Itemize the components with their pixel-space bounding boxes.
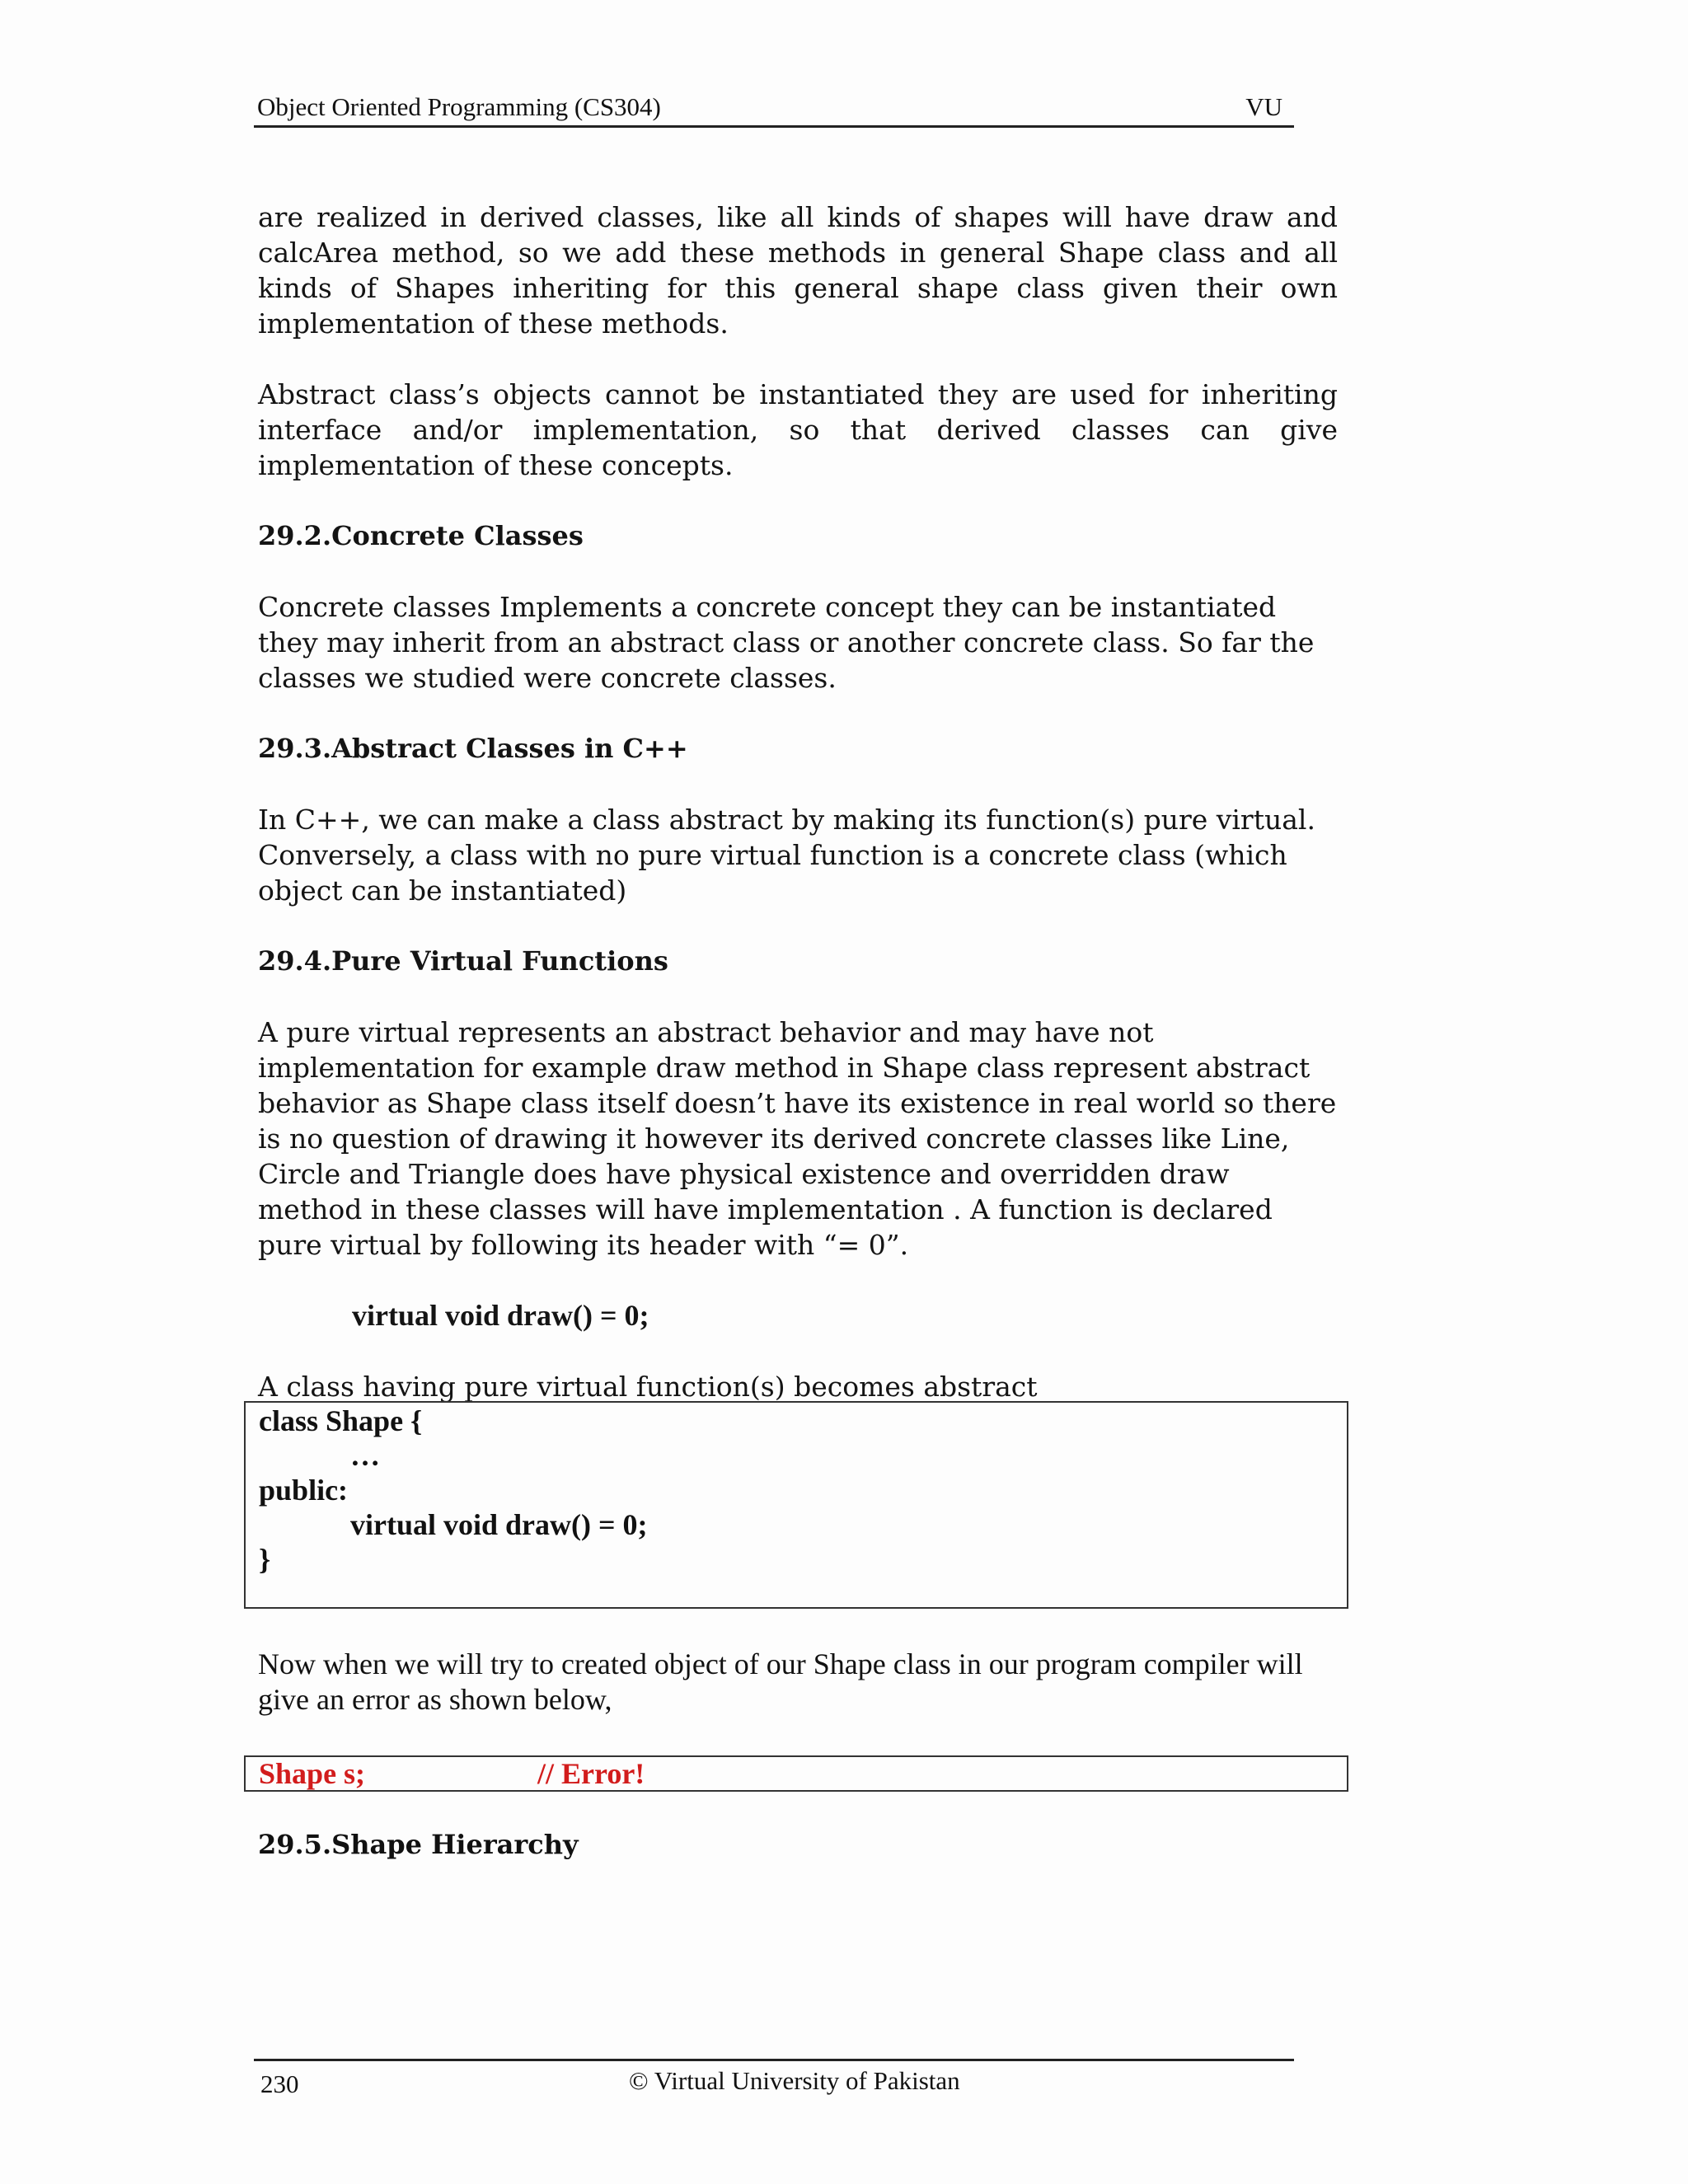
- code-line: virtual void draw() = 0;: [350, 1508, 648, 1541]
- institution-short: VU: [1245, 92, 1282, 121]
- main-content: [258, 199, 1338, 1404]
- paragraph: Abstract class’s objects cannot be instantiated they are used for inheriting interface and/or implementation, so that derived classes can give implementation of these concepts.: [258, 378, 1338, 481]
- paragraph: Now when we will try to created object of our Shape class in our program compiler will give an error as shown below,: [258, 1647, 1303, 1716]
- code-block: [244, 1401, 1348, 1609]
- copyright-notice: © Virtual University of Pakistan: [629, 2066, 960, 2095]
- error-code-box: [244, 1755, 1348, 1792]
- paragraph: are realized in derived classes, like all kinds of shapes will have draw and calcArea method, so we add these methods in general Shape class and all kinds of Shapes inheriting for this general shape class given their own implementation of these methods.: [258, 201, 1338, 340]
- section-heading: 29.4.Pure Virtual Functions: [258, 945, 668, 977]
- page-number: 230: [260, 2069, 299, 2098]
- paragraph: Concrete classes Implements a concrete concept they can be instantiated they may inherit from an abstract class or another concrete class. So far the classes we studied were concrete classes.: [258, 591, 1315, 694]
- section-heading: 29.5.Shape Hierarchy: [258, 1829, 579, 1860]
- paragraph: A class having pure virtual function(s) becomes abstract: [258, 1371, 1038, 1403]
- error-comment: // Error!: [537, 1757, 645, 1790]
- course-title: Object Oriented Programming (CS304): [257, 92, 661, 121]
- code-line: }: [259, 1543, 271, 1576]
- inline-code: virtual void draw() = 0;: [352, 1299, 649, 1332]
- page-footer: [254, 2059, 1294, 2098]
- error-code: Shape s;: [259, 1757, 366, 1790]
- paragraph: In C++, we can make a class abstract by making its function(s) pure virtual. Conversely, a class with no pure virtual function is a concrete class (which object can be instantiated): [258, 804, 1315, 907]
- code-line: class Shape {: [259, 1404, 423, 1437]
- code-line: …: [350, 1439, 380, 1472]
- section-heading: 29.2.Concrete Classes: [258, 520, 584, 551]
- section-heading: 29.3.Abstract Classes in C++: [258, 733, 688, 764]
- code-line: public:: [259, 1474, 349, 1507]
- paragraph: A pure virtual represents an abstract behavior and may have not implementation for example draw method in Shape class represent abstract behavior as Shape class itself doesn’t have its existence in real world so there is no question of drawing it however its derived concrete classes like Line, Circle and Triangle does have physical existence and overridden draw method in these classes will have implementation . A function is declared pure virtual by following its header with “= 0”.: [258, 1016, 1337, 1261]
- page-header: [254, 89, 1294, 128]
